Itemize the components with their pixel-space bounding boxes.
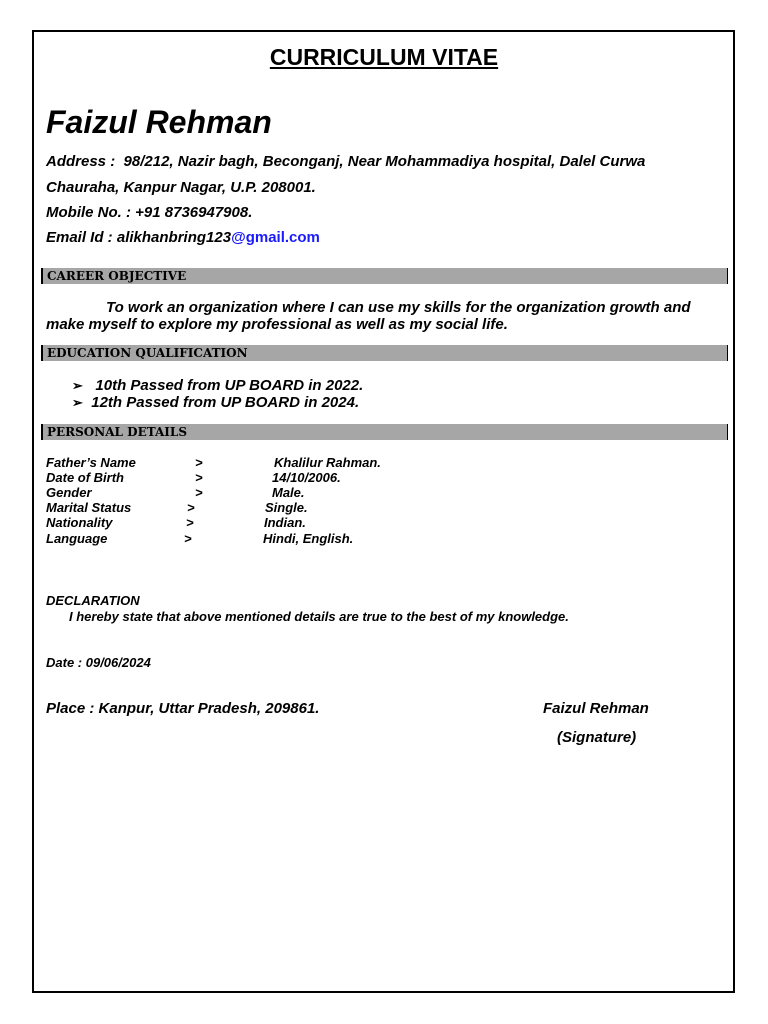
personal-label: Date of Birth: [46, 470, 124, 485]
personal-label: Father’s Name: [46, 455, 136, 470]
personal-separator: >: [195, 470, 203, 485]
page-border: [32, 30, 735, 993]
personal-separator: >: [187, 500, 195, 515]
arrow-bullet-icon: ➢: [72, 378, 83, 393]
personal-value: Khalilur Rahman.: [274, 455, 381, 470]
personal-value: Hindi, English.: [263, 531, 354, 546]
education-item-text: 12th Passed from UP BOARD in 2024.: [91, 394, 360, 411]
personal-value: 14/10/2006.: [272, 470, 341, 485]
address-line-1: [46, 153, 645, 170]
career-objective-body: To work an organization where I can use my skills for the organization growth and make myself to explore my professional as well as my social life.: [46, 299, 691, 333]
personal-label: Nationality: [46, 515, 113, 530]
address-label: Address :: [46, 153, 116, 170]
declaration-place: Place : Kanpur, Uttar Pradesh, 209861.: [46, 700, 320, 717]
personal-label: Gender: [46, 485, 92, 500]
personal-label: Language: [46, 531, 108, 546]
section-personal-details: PERSONAL DETAILS: [41, 424, 728, 440]
declaration-text: I hereby state that above mentioned details are true to the best of my knowledge.: [69, 609, 569, 624]
arrow-bullet-icon: ➢: [72, 395, 83, 410]
personal-separator: >: [195, 455, 203, 470]
email-domain-link[interactable]: @gmail.com: [231, 229, 320, 246]
personal-label: Marital Status: [46, 500, 132, 515]
declaration-date: Date : 09/06/2024: [46, 655, 151, 670]
email-address: [46, 229, 320, 246]
personal-value: Single.: [265, 500, 308, 515]
candidate-name: Faizul Rehman: [46, 104, 272, 140]
address-text-1: 98/212, Nazir bagh, Beconganj, Near Mohammadiya hospital, Dalel Curwa: [123, 153, 646, 170]
document-title: CURRICULUM VITAE: [269, 44, 499, 70]
personal-separator: >: [184, 531, 192, 546]
signature-label: (Signature): [557, 729, 637, 746]
career-objective-text: [46, 299, 718, 333]
education-item: [72, 377, 363, 394]
personal-value: Indian.: [264, 515, 306, 530]
personal-separator: >: [195, 485, 203, 500]
education-item-text: 10th Passed from UP BOARD in 2022.: [95, 377, 364, 394]
address-line-2: Chauraha, Kanpur Nagar, U.P. 208001.: [46, 179, 316, 196]
signature-name: Faizul Rehman: [543, 700, 649, 717]
personal-separator: >: [186, 515, 194, 530]
declaration-heading: DECLARATION: [46, 593, 140, 608]
mobile-number: Mobile No. : +91 8736947908.: [46, 204, 253, 221]
personal-value: Male.: [272, 485, 305, 500]
education-item: [72, 394, 359, 411]
email-label: Email Id : alikhanbring123: [46, 229, 232, 246]
section-education: EDUCATION QUALIFICATION: [41, 345, 728, 361]
section-career-objective: CAREER OBJECTIVE: [41, 268, 728, 284]
